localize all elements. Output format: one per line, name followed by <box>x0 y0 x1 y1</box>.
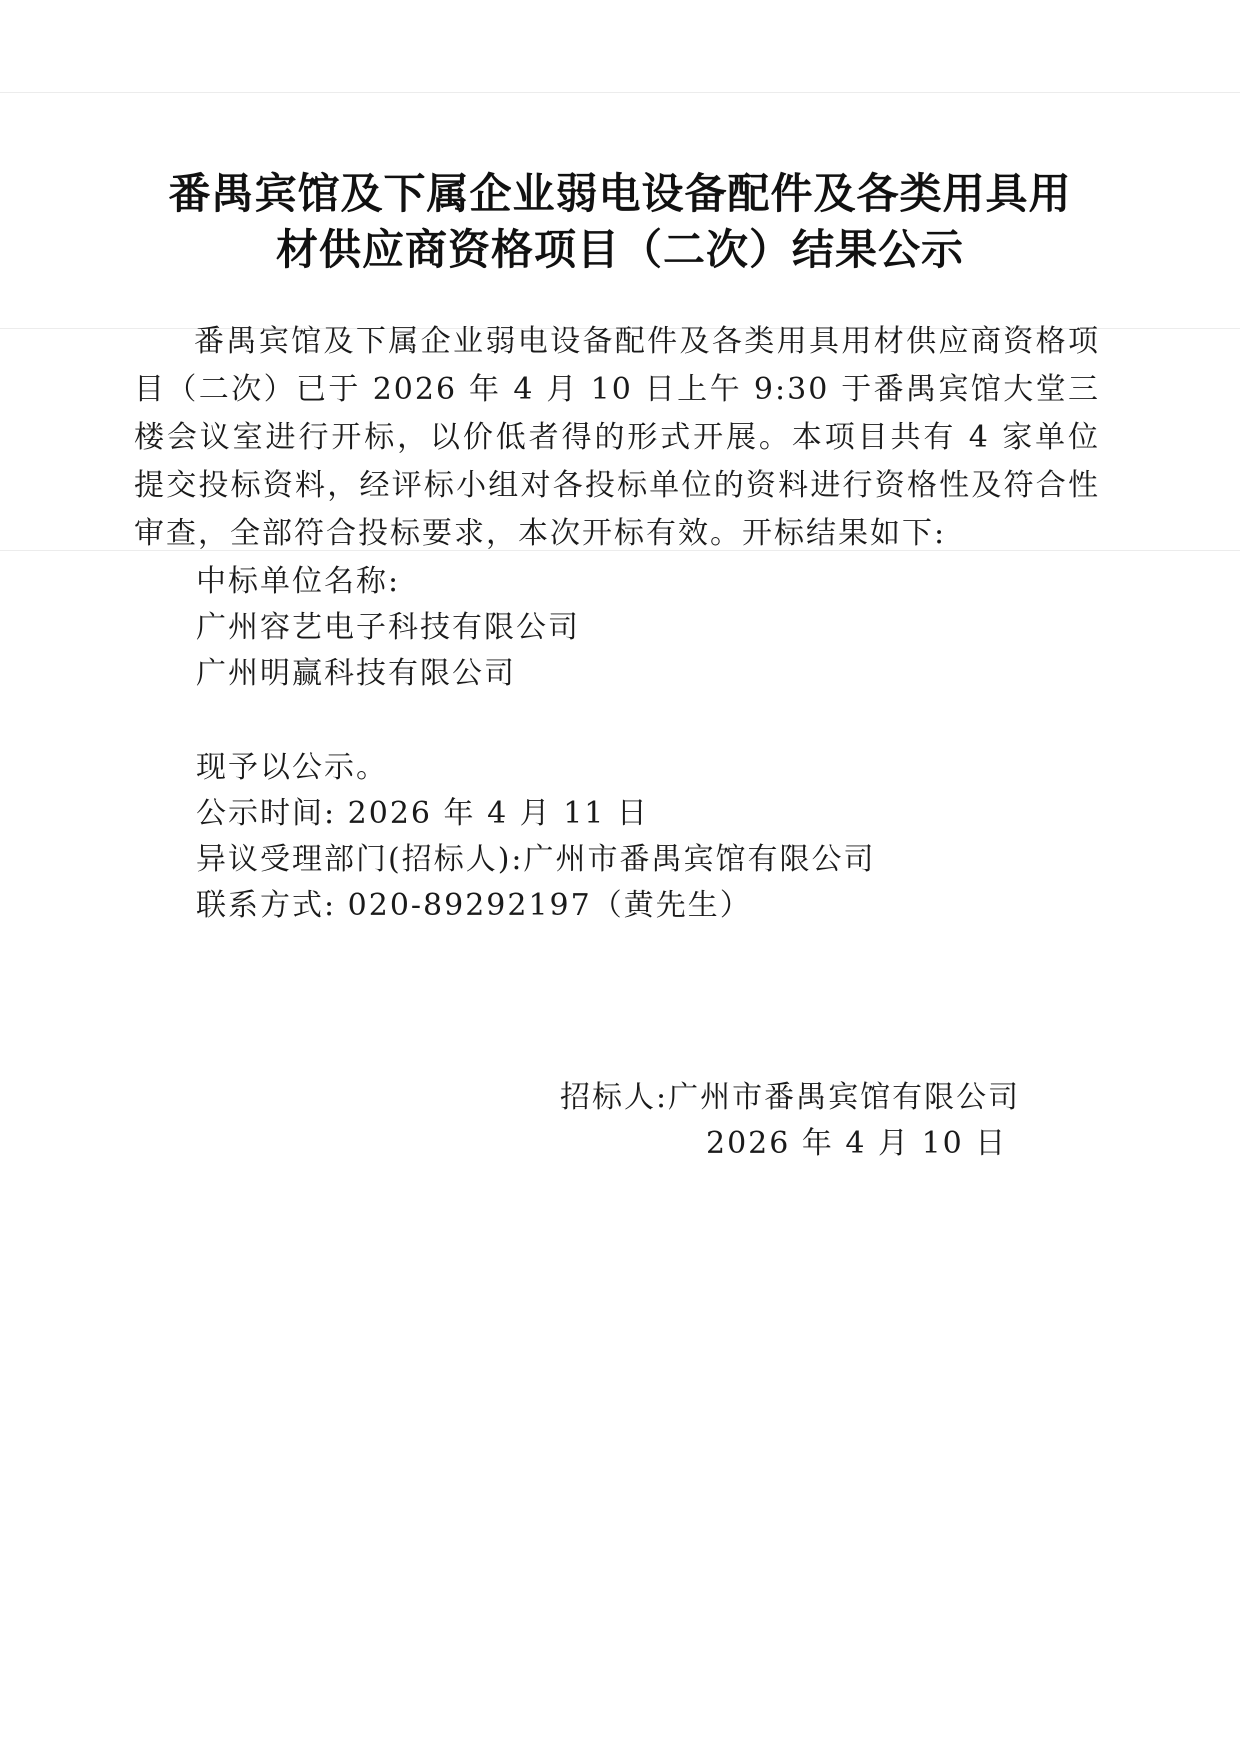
winner-item-2: 广州明赢科技有限公司 <box>196 656 516 691</box>
objection-department: 异议受理部门(招标人):广州市番禺宾馆有限公司 <box>196 842 876 877</box>
title-line-2: 材供应商资格项目（二次）结果公示 <box>275 225 964 274</box>
signature-organization: 招标人:广州市番禺宾馆有限公司 <box>560 1080 1021 1115</box>
winner-item-1: 广州容艺电子科技有限公司 <box>196 610 580 645</box>
publicity-time: 公示时间: 2026 年 4 月 11 日 <box>196 796 649 831</box>
scan-artifact-line <box>0 92 1240 93</box>
contact-info: 联系方式: 020-89292197（黄先生） <box>196 888 752 923</box>
winners-label: 中标单位名称: <box>196 564 401 599</box>
title-line-1: 番禺宾馆及下属企业弱电设备配件及各类用具用 <box>168 169 1072 218</box>
main-paragraph: 番禺宾馆及下属企业弱电设备配件及各类用具用材供应商资格项目（二次）已于 2026 年 4 月 10 日上午 9:30 于番禺宾馆大堂三楼会议室进行开标，以价低者得的形式开展。本项目共有 4 家单位提交投标资料，经评标小组对各投标单位的资料进行资格性及符合性审查，全部符合投标要求，本次开标有效。开标结果如下: <box>134 324 1100 551</box>
notice-text: 现予以公示。 <box>196 750 388 785</box>
document-title <box>100 166 1140 278</box>
signature-date: 2026 年 4 月 10 日 <box>706 1126 1008 1161</box>
